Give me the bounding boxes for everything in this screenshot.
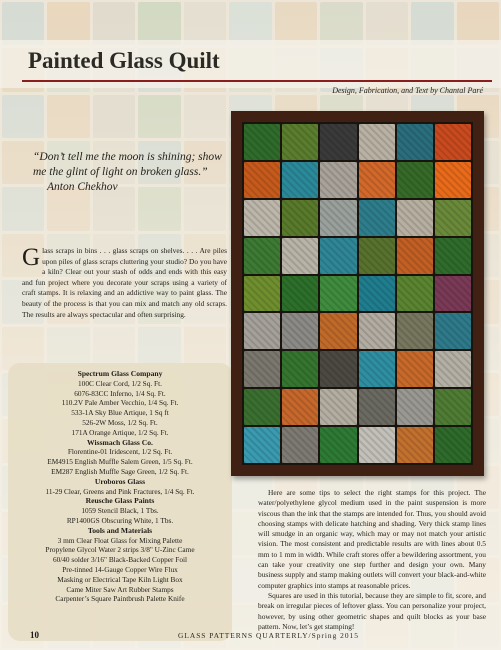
materials-heading: Wissmach Glass Co. xyxy=(87,437,153,447)
materials-item: Came Miter Saw Art Rubber Stamps xyxy=(66,584,174,594)
body-paragraph-2: Squares are used in this tutorial, because they are simple to fit, score, and break on irregular pieces of leftover glass. You can personalize your project, however, by using other geometric shapes and quilt blocks as your base pattern. Now, let’s get stamping! xyxy=(258,590,486,631)
glass-tile xyxy=(320,389,356,425)
glass-tile xyxy=(244,427,280,463)
materials-heading: Spectrum Glass Company xyxy=(77,369,163,378)
glass-tile xyxy=(282,200,318,236)
glass-tile xyxy=(282,238,318,274)
glass-tile xyxy=(397,238,433,274)
glass-tile xyxy=(435,351,471,387)
dropcap: G xyxy=(22,244,41,271)
materials-item: Florentine-01 Iridescent, 1/2 Sq. Ft. xyxy=(67,447,173,457)
glass-tile xyxy=(320,313,356,349)
materials-item: Carpenter’s Square Paintbrush Palette Knife xyxy=(55,594,185,604)
byline: Design, Fabrication, and Text by Chantal Paré xyxy=(332,86,483,95)
glass-tile xyxy=(320,162,356,198)
materials-item: 100C Clear Cord, 1/2 Sq. Ft. xyxy=(78,378,162,388)
glass-tile xyxy=(435,124,471,160)
materials-item: EM4915 English Muffle Salem Green, 1/5 Sq. Ft. xyxy=(47,457,193,467)
glass-tile xyxy=(282,276,318,312)
materials-item: 526-2W Moss, 1/2 Sq. Ft. xyxy=(82,417,158,427)
page-footer xyxy=(0,628,501,650)
glass-tile xyxy=(435,276,471,312)
glass-tile xyxy=(397,162,433,198)
glass-tile xyxy=(359,276,395,312)
glass-tile xyxy=(282,351,318,387)
glass-tile xyxy=(359,351,395,387)
quote-author: Anton Chekhov xyxy=(47,181,118,193)
glass-tile xyxy=(244,124,280,160)
glass-tile xyxy=(435,313,471,349)
glass-tile xyxy=(397,427,433,463)
materials-heading: Reusche Glass Paints xyxy=(85,496,155,506)
epigraph xyxy=(33,150,233,195)
glass-tile xyxy=(359,200,395,236)
materials-item: 1059 Stencil Black, 1 Tbs. xyxy=(81,506,159,516)
glass-tile xyxy=(435,389,471,425)
materials-item: 171A Orange Artique, 1/2 Sq. Ft. xyxy=(71,427,169,437)
materials-item: Propylene Glycol Water 2 strips 3/8" U-Zinc Came xyxy=(45,545,195,555)
glass-tile xyxy=(320,276,356,312)
glass-tile xyxy=(359,389,395,425)
intro-text: lass scraps in bins . . . glass scraps on shelves. . . . Are piles upon piles of glass scraps cluttering your studio? Do you have a kiln? Clear out your stash of odds and ends with this easy and fun project where you decorate your scraps using a variety of craft stamps. It is relaxing and an addictive way to paint glass. The beauty of the process is that you can mix and match any old scraps. The results are always spectacular and often surprising. xyxy=(22,246,227,319)
glass-tile xyxy=(397,351,433,387)
quote-text: “Don’t tell me the moon is shining; show me the glint of light on broken glass.” xyxy=(33,151,222,178)
glass-tile xyxy=(282,162,318,198)
glass-tile xyxy=(282,313,318,349)
magazine-name: GLASS PATTERNS QUARTERLY/Spring 2015 xyxy=(178,631,359,640)
materials-item: 533-1A Sky Blue Artique, 1 Sq ft xyxy=(71,408,169,418)
glass-tile xyxy=(320,124,356,160)
glass-tile xyxy=(320,238,356,274)
materials-list xyxy=(8,363,232,641)
materials-item: 110.2V Pale Amber Vecchio, 1/4 Sq. Ft. xyxy=(61,398,179,408)
glass-tile xyxy=(244,313,280,349)
glass-tile xyxy=(435,427,471,463)
quilt-photo-frame xyxy=(231,111,484,476)
glass-tile xyxy=(244,276,280,312)
glass-tile xyxy=(359,124,395,160)
glass-tile xyxy=(397,200,433,236)
materials-heading: Uroboros Glass xyxy=(94,476,146,486)
glass-tile xyxy=(359,313,395,349)
quilt-photo xyxy=(242,122,473,465)
glass-tile xyxy=(397,389,433,425)
glass-tile xyxy=(435,200,471,236)
glass-tile xyxy=(244,351,280,387)
body-paragraph-1: Here are some tips to select the right stamps for this project. The water/polyethylene glycol medium used in the paint suspension is more viscous than the ink that the stamps are intended for. Thus, you should avoid choosing stamps with delicate hatching and shading. Very thick stamp lines will smudge in an organic way, which may or may not match your artistic vision. The most consistent and predictable results are with lines about 0.5 mm to 1 mm in width. While craft stores offer a bewildering assortment, you can take your creativity one step further and design your own. Many business supply and stamp making outlets will convert your black-and-white computer graphics into stamps at reasonable prices. xyxy=(258,488,486,590)
glass-tile xyxy=(397,124,433,160)
glass-tile xyxy=(282,389,318,425)
materials-item: RP1400GS Obscuring White, 1 Tbs. xyxy=(66,515,174,525)
glass-tile xyxy=(282,427,318,463)
title-rule xyxy=(22,80,492,82)
materials-item: 3 mm Clear Float Glass for Mixing Palette xyxy=(57,535,183,545)
glass-tile xyxy=(320,351,356,387)
body-text xyxy=(258,488,486,632)
glass-tile xyxy=(282,124,318,160)
glass-tile xyxy=(435,162,471,198)
glass-tile xyxy=(435,238,471,274)
materials-item: 6076-83CC Inferno, 1/4 Sq. Ft. xyxy=(74,388,166,398)
glass-tile xyxy=(359,162,395,198)
glass-tile xyxy=(244,162,280,198)
materials-item: 60/40 solder 3/16" Black-Backed Copper Foil xyxy=(52,555,188,565)
glass-tile xyxy=(397,276,433,312)
page-number: 10 xyxy=(30,630,39,640)
glass-tile xyxy=(397,313,433,349)
glass-tile xyxy=(359,427,395,463)
materials-item: EM287 English Muffle Sage Green, 1/2 Sq. Ft. xyxy=(51,466,189,476)
glass-tile xyxy=(244,238,280,274)
glass-tile xyxy=(320,427,356,463)
materials-item: 11-29 Clear, Greens and Pink Fractures, 1/4 Sq. Ft. xyxy=(45,486,195,496)
glass-tile xyxy=(244,200,280,236)
glass-tile xyxy=(244,389,280,425)
materials-item: Masking or Electrical Tape Kiln Light Box xyxy=(57,574,183,584)
page-title: Painted Glass Quilt xyxy=(28,48,220,73)
materials-item: Pre-tinned 14-Gauge Copper Wire Flux xyxy=(62,564,178,574)
intro-paragraph xyxy=(22,246,227,320)
glass-tile xyxy=(320,200,356,236)
materials-heading: Tools and Materials xyxy=(87,525,153,535)
glass-tile xyxy=(359,238,395,274)
